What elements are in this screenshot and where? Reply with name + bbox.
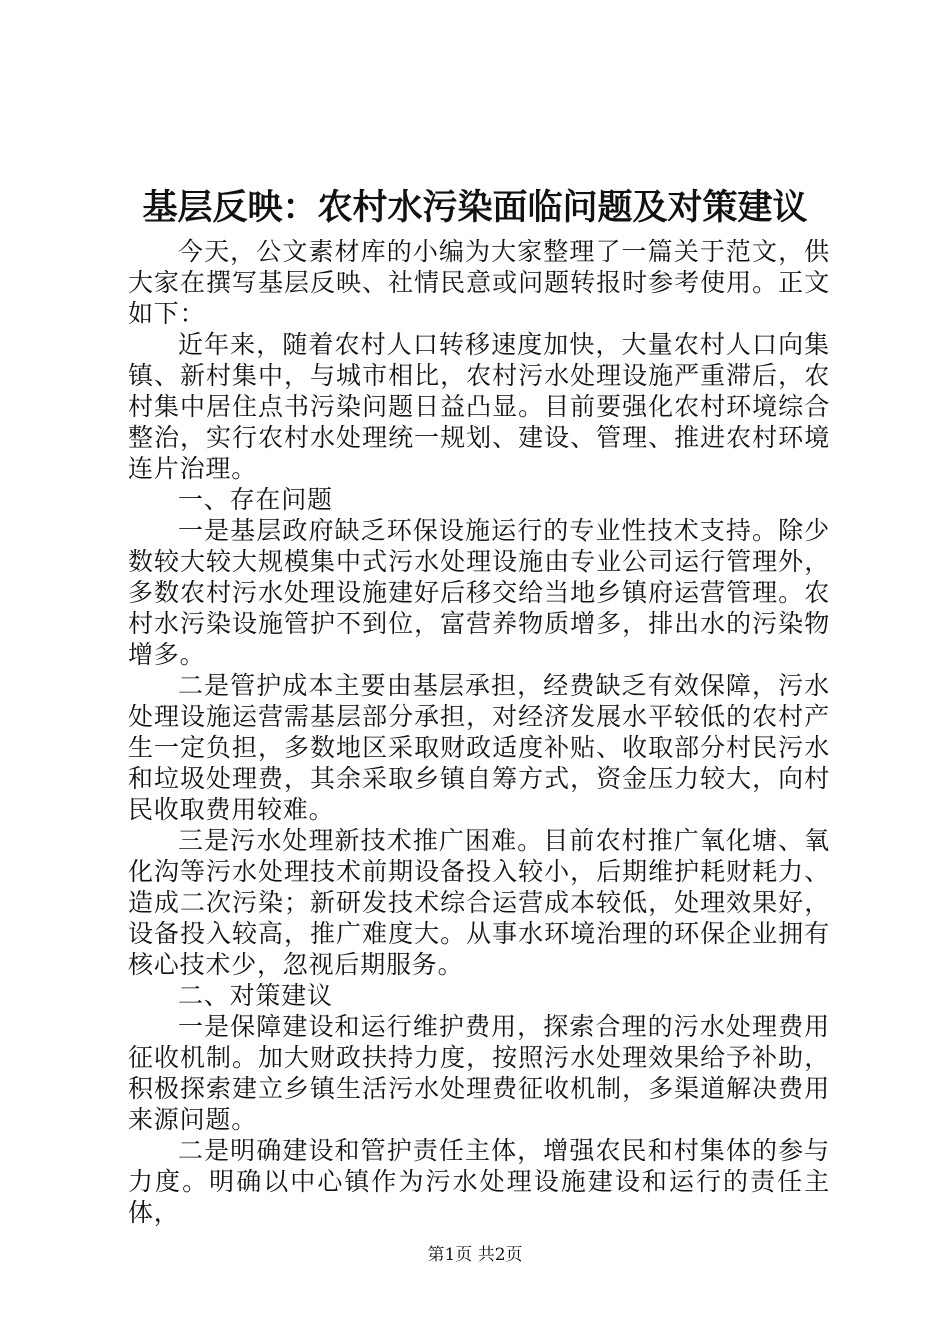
paragraph-problem-3: 三是污水处理新技术推广困难。目前农村推广氧化塘、氧化沟等污水处理技术前期设备投入较小，后期维护耗财耗力、造成二次污染；新研发技术综合运营成本较低，处理效果好，设备投入较高，推广难度大。从事水环境治理的环保企业拥有核心技术少，忽视后期服务。 [128, 826, 830, 979]
paragraph-background: 近年来，随着农村人口转移速度加快，大量农村人口向集镇、新村集中，与城市相比，农村污水处理设施严重滞后，农村集中居住点书污染问题日益凸显。目前要强化农村环境综合整治，实行农村水处理统一规划、建设、管理、推进农村环境连片治理。 [128, 330, 830, 483]
paragraph-suggestion-2: 二是明确建设和管护责任主体，增强农民和村集体的参与力度。明确以中心镇作为污水处理设施建设和运行的责任主体， [128, 1136, 830, 1227]
paragraph-problem-1: 一是基层政府缺乏环保设施运行的专业性技术支持。除少数较大较大规模集中式污水处理设施由专业公司运行管理外，多数农村污水处理设施建好后移交给当地乡镇府运营管理。农村水污染设施管护不到位，富营养物质增多，排出水的污染物增多。 [128, 516, 830, 669]
paragraph-problem-2: 二是管护成本主要由基层承担，经费缺乏有效保障，污水处理设施运营需基层部分承担，对经济发展水平较低的农村产生一定负担，多数地区采取财政适度补贴、收取部分村民污水和垃圾处理费，其余采取乡镇自筹方式，资金压力较大，向村民收取费用较难。 [128, 671, 830, 824]
paragraph-suggestion-1: 一是保障建设和运行维护费用，探索合理的污水处理费用征收机制。加大财政扶持力度，按照污水处理效果给予补助，积极探索建立乡镇生活污水处理费征收机制，多渠道解决费用来源问题。 [128, 1012, 830, 1134]
document-body [128, 236, 830, 1228]
section-heading-suggestions: 二、对策建议 [178, 981, 333, 1010]
section-heading-problems: 一、存在问题 [178, 485, 333, 514]
paragraph-intro: 今天，公文素材库的小编为大家整理了一篇关于范文，供大家在撰写基层反映、社情民意或问题转报时参考使用。正文如下： [128, 237, 830, 328]
document-title: 基层反映：农村水污染面临问题及对策建议 [142, 187, 808, 228]
page-number-footer: 第1页 共2页 [427, 1245, 523, 1265]
